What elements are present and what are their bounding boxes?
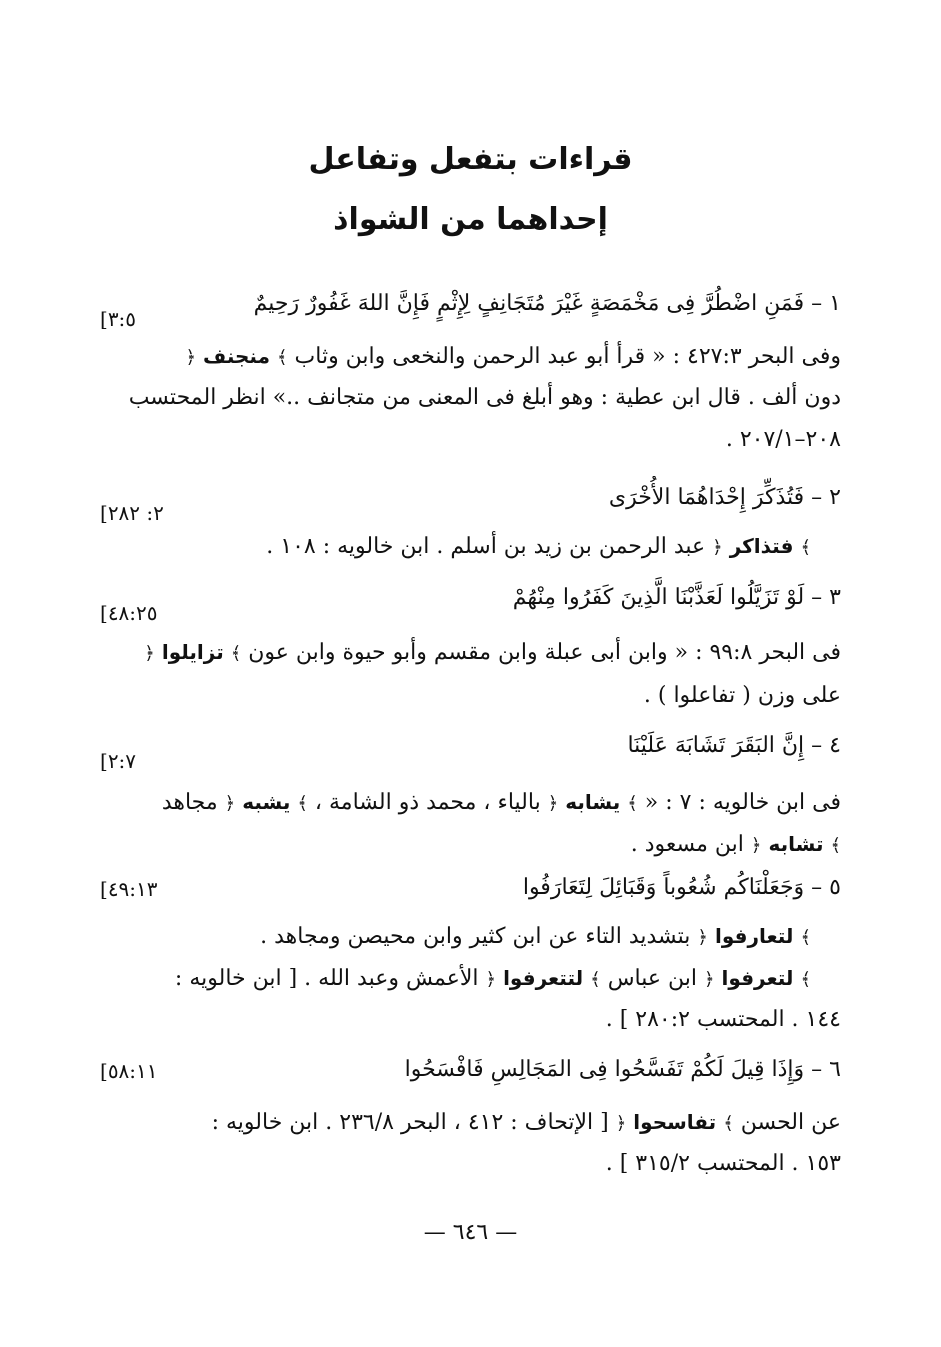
entry-2-comment-line-1: ﴾ فتذاكر ﴿ عبد الرحمن بن زيد بن أسلم . ابن خالويه : ١٠٨ . (266, 534, 811, 559)
page-title: قراءات بتفعل وتفاعل (308, 142, 633, 177)
entry-5-comment-line-1: ﴾ لتعارفوا ﴿ بتشديد التاء عن ابن كثير وابن محيصن ومجاهد . (260, 924, 811, 949)
entry-6-verse (100, 1048, 841, 1092)
entry-6-comment-line-2: ١٥٣ . المحتسب ٣١٥/٢ ] . (605, 1151, 841, 1176)
verse-reference: [٥٨:١١ (100, 1059, 158, 1083)
reading-word: فتذاكر (729, 534, 794, 558)
verse-text: لَوْ تَزَيَّلُوا لَعَذَّبْنَا الَّذِينَ كَفَرُوا مِنْهُمْ (512, 585, 805, 610)
entry-6-comment-line-1: عن الحسن ﴾ تفاسحوا ﴿ [ الإتحاف : ٤١٢ ، البحر ٢٣٦/٨ . ابن خالويه : (211, 1110, 841, 1135)
verse-text: وَجَعَلْنَاكُم شُعُوباً وَقَبَائِلَ لِتَعَارَفُوا (522, 875, 805, 900)
entry-number: ٥ – (811, 875, 841, 900)
entry-1-verse (100, 282, 841, 331)
reading-word: لتتعرفوا (503, 966, 584, 990)
verse-reference: [٢:٧ (100, 749, 137, 773)
reading-word: تفاسحوا (633, 1110, 717, 1134)
reading-word: يشابه (565, 790, 621, 814)
reading-word: تزايلوا (161, 640, 224, 664)
verse-reference: [٢: ٢٨٢ (100, 501, 164, 525)
entry-3-comment-line-1: فى البحر ٩٩:٨ : « وابن أبى عبلة وابن مقسم وأبو حيوة وابن عون ﴾ تزايلوا ﴿ (144, 640, 841, 665)
entry-5-comment-line-2: ﴾ لتعرفوا ﴿ ابن عباس ﴾ لتتعرفوا ﴿ الأعمش وعبد الله . [ ابن خالويه : (174, 966, 811, 991)
entry-5-verse (100, 866, 841, 910)
entry-5-comment-line-3: ١٤٤ . المحتسب ٢٨٠:٢ ] . (605, 1007, 841, 1032)
entry-4-comment-line-2: ﴾ تشابه ﴿ ابن مسعود . (630, 832, 841, 857)
reading-word: يشبه (242, 790, 291, 814)
verse-text: فَمَنِ اضْطُرَّ فِى مَخْمَصَةٍ غَيْرَ مُتَجَانِفٍ لِإِثْمٍ فَإِنَّ اللهَ غَفُورٌ رَحِيمٌ (253, 291, 805, 316)
verse-reference: [٣:٥ (100, 307, 137, 331)
reading-word: منجنف (203, 344, 270, 368)
reading-word: لتعارفوا (714, 924, 794, 948)
verse-text: فَتُذَكِّرَ إِحْدَاهُمَا الأُخْرَى (608, 485, 805, 510)
entry-2-verse (100, 476, 841, 525)
reading-word: تشابه (768, 832, 824, 856)
entry-4-comment-line-1: فى ابن خالويه : ٧ : « ﴾ يشابه ﴿ بالياء ، محمد ذو الشامة ، ﴾ يشبه ﴿ مجاهد (161, 790, 841, 815)
entry-number: ٦ – (811, 1057, 841, 1082)
entry-1-comment-line-2: دون ألف . قال ابن عطية : وهو أبلغ فى المعنى من متجانف ..» انظر المحتسب (128, 385, 841, 410)
entry-3-comment-line-2: على وزن ( تفاعلوا ) . (643, 683, 841, 708)
entry-number: ٢ – (811, 485, 841, 510)
reading-word: لتعرفوا (721, 966, 794, 990)
entry-4-verse (100, 724, 841, 773)
entry-number: ١ – (811, 291, 841, 316)
entry-number: ٤ – (811, 733, 841, 758)
entry-1-comment-line-3: ٢٠٨–٢٠٧/١ . (725, 427, 841, 452)
verse-reference: [٤٩:١٣ (100, 877, 158, 901)
verse-reference: [٤٨:٢٥ (100, 601, 158, 625)
entry-1-comment-line-1: وفى البحر ٤٢٧:٣ : « قرأ أبو عبد الرحمن والنخعى وابن وثاب ﴾ منجنف ﴿ (185, 344, 841, 369)
entry-3-verse (100, 576, 841, 625)
page-subtitle: إحداهما من الشواذ (333, 202, 608, 237)
entry-number: ٣ – (811, 585, 841, 610)
page-number: — ٦٤٦ — (423, 1220, 518, 1245)
verse-text: إِنَّ البَقَرَ تَشَابَهَ عَلَيْنَا (627, 733, 805, 758)
verse-text: وَإِذَا قِيلَ لَكُمْ تَفَسَّحُوا فِى المَجَالِسِ فَافْسَحُوا (404, 1057, 805, 1082)
